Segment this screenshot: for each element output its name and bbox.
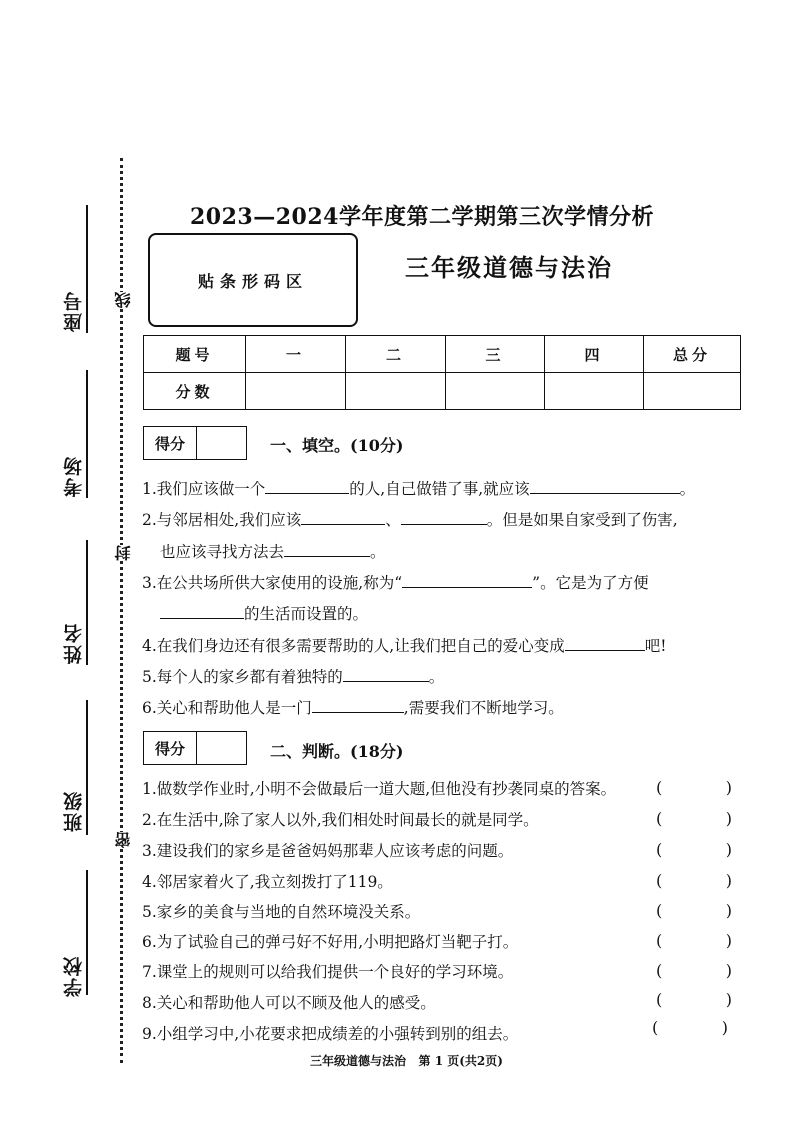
- fill-question-3: [142, 572, 649, 593]
- fill-question-3-cont: [160, 603, 368, 624]
- score-header-cell: 三: [446, 336, 545, 373]
- score-header-cell: 二: [346, 336, 446, 373]
- answer-blank[interactable]: [401, 509, 487, 525]
- section1-score-box: [143, 426, 247, 460]
- paren-close: ): [725, 840, 732, 859]
- q1-text-b: 的人,自己做错了事,就应该: [349, 480, 530, 498]
- barcode-area: [148, 233, 358, 327]
- school-label: 学校: [63, 955, 85, 997]
- answer-blank[interactable]: [402, 572, 532, 588]
- exam-title: 2023—2024学年度第二学期第三次学情分析: [190, 204, 654, 230]
- paren-close: ): [725, 809, 732, 828]
- section2-score-box: [143, 731, 247, 765]
- q3-text-a: 3.在公共场所供大家使用的设施,称为“: [142, 574, 403, 592]
- paren-close: ): [725, 931, 732, 950]
- paren-open: (: [652, 1018, 659, 1037]
- score-cell[interactable]: [246, 373, 346, 410]
- q6-text-b: ,需要我们不断地学习。: [403, 699, 564, 717]
- judge-answer-6[interactable]: [656, 931, 732, 950]
- judge-question-6: 6.为了试验自己的弹弓好不好用,小明把路灯当靶子打。: [142, 933, 519, 951]
- paren-open: (: [656, 809, 663, 828]
- q4-text-a: 4.在我们身边还有很多需要帮助的人,让我们把自己的爱心变成: [142, 637, 565, 655]
- score-header-cell: 一: [246, 336, 346, 373]
- paren-open: (: [656, 961, 663, 980]
- fill-question-1: [142, 478, 695, 499]
- room-label: 考场: [63, 455, 85, 497]
- name-label: 姓名: [63, 622, 85, 664]
- q4-text-b: 吧!: [644, 637, 667, 655]
- judge-answer-2[interactable]: [656, 809, 732, 828]
- paren-open: (: [656, 990, 663, 1009]
- seal-char-secret: 密: [114, 832, 133, 848]
- paren-close: ): [725, 961, 732, 980]
- answer-blank[interactable]: [565, 635, 645, 651]
- q1-text-c: 。: [679, 480, 696, 498]
- answer-blank[interactable]: [301, 509, 385, 525]
- paren-close: ): [725, 990, 732, 1009]
- q5-text-b: 。: [428, 668, 445, 686]
- score-cell[interactable]: [346, 373, 446, 410]
- answer-blank[interactable]: [160, 603, 244, 619]
- answer-blank[interactable]: [265, 478, 349, 494]
- score-cell[interactable]: [446, 373, 545, 410]
- q1-text-a: 1.我们应该做一个: [142, 480, 266, 498]
- paren-open: (: [656, 931, 663, 950]
- seat-label: 座号: [63, 290, 85, 332]
- judge-question-1: 1.做数学作业时,小明不会做最后一道大题,但他没有抄袭同桌的答案。: [142, 780, 617, 798]
- score-header-cell: 题号: [144, 336, 246, 373]
- score-row-label: 分数: [144, 373, 246, 410]
- score-table-header-row: [144, 336, 741, 373]
- q2-text-e: 。: [370, 543, 386, 561]
- score-cell[interactable]: [545, 373, 644, 410]
- paren-open: (: [656, 778, 663, 797]
- judge-answer-3[interactable]: [656, 840, 732, 859]
- judge-question-4: 4.邻居家着火了,我立刻拨打了119。: [142, 873, 393, 891]
- seal-char-line: 线: [114, 292, 133, 308]
- judge-answer-5[interactable]: [656, 901, 732, 920]
- judge-question-3: 3.建设我们的家乡是爸爸妈妈那辈人应该考虑的问题。: [142, 842, 514, 860]
- fill-question-6: [142, 697, 564, 718]
- judge-answer-7[interactable]: [656, 961, 732, 980]
- paren-close: ): [725, 871, 732, 890]
- seal-char-seal: 封: [114, 545, 133, 561]
- paren-close: ): [725, 901, 732, 920]
- paren-open: (: [656, 901, 663, 920]
- judge-answer-1[interactable]: [656, 778, 732, 797]
- score-box-blank[interactable]: [197, 732, 246, 764]
- judge-question-9: 9.小组学习中,小花要求把成绩差的小强转到别的组去。: [142, 1025, 519, 1043]
- judge-question-7: 7.课堂上的规则可以给我们提供一个良好的学习环境。: [142, 963, 514, 981]
- q2-text-c: 。但是如果自家受到了伤害,: [486, 511, 678, 529]
- paren-open: (: [656, 871, 663, 890]
- q3-text-c: 的生活而设置的。: [244, 605, 369, 623]
- score-box-blank[interactable]: [197, 427, 246, 459]
- subject-title: 三年级道德与法治: [405, 254, 613, 282]
- judge-question-2: 2.在生活中,除了家人以外,我们相处时间最长的就是同学。: [142, 811, 539, 829]
- score-box-label: 得分: [144, 732, 197, 764]
- q2-text-b: 、: [385, 511, 401, 529]
- paren-open: (: [656, 840, 663, 859]
- score-cell[interactable]: [644, 373, 741, 410]
- q2-text-a: 2.与邻居相处,我们应该: [142, 511, 302, 529]
- class-label: 班级: [63, 790, 85, 832]
- fill-question-5: [142, 666, 444, 687]
- judge-question-8: 8.关心和帮助他人可以不顾及他人的感受。: [142, 994, 436, 1012]
- answer-blank[interactable]: [284, 541, 370, 557]
- score-box-label: 得分: [144, 427, 197, 459]
- judge-answer-4[interactable]: [656, 871, 732, 890]
- page-footer: 三年级道德与法治 第 1 页(共2页): [310, 1054, 503, 1068]
- paren-close: ): [725, 778, 732, 797]
- answer-blank[interactable]: [312, 697, 404, 713]
- judge-answer-8[interactable]: [656, 990, 732, 1009]
- q6-text-a: 6.关心和帮助他人是一门: [142, 699, 312, 717]
- fill-question-4: [142, 635, 666, 656]
- judge-question-5: 5.家乡的美食与当地的自然环境没关系。: [142, 903, 421, 921]
- section1-title: 一、填空。(10分): [270, 436, 404, 455]
- q3-text-b: ”。它是为了方便: [532, 574, 649, 592]
- fill-question-2: [142, 509, 678, 530]
- barcode-area-label: 贴条形码区: [197, 271, 308, 291]
- fill-question-2-cont: [160, 541, 386, 562]
- paren-close: ): [721, 1018, 728, 1037]
- score-table-value-row: [144, 373, 741, 410]
- section2-title: 二、判断。(18分): [270, 742, 404, 761]
- score-header-cell: 四: [545, 336, 644, 373]
- answer-blank[interactable]: [530, 478, 680, 494]
- q2-text-d: 也应该寻找方法去: [160, 543, 285, 561]
- score-table: [143, 335, 741, 410]
- q5-text-a: 5.每个人的家乡都有着独特的: [142, 668, 343, 686]
- answer-blank[interactable]: [343, 666, 429, 682]
- score-header-cell: 总分: [644, 336, 741, 373]
- judge-answer-9[interactable]: [652, 1018, 728, 1037]
